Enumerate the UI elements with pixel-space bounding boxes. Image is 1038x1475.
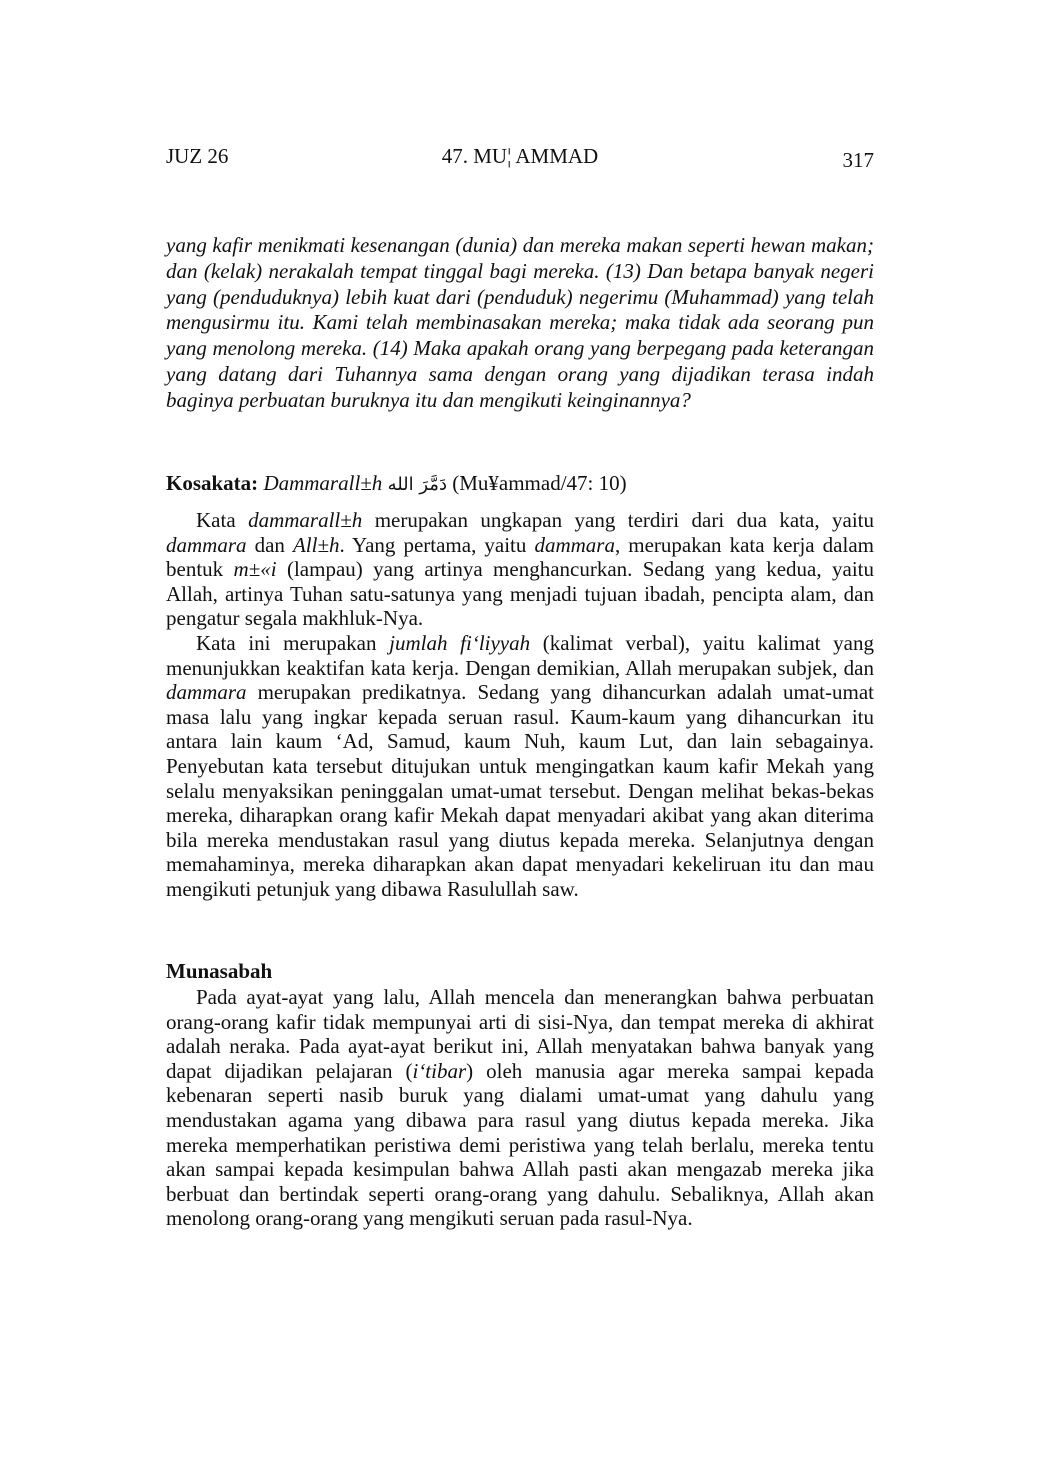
verse-translation: yang kafir menikmati kesenangan (dunia) dan mereka makan seperti hewan makan; dan (kelak) nerakalah tempat tinggal bagi mereka. (13) Dan betapa banyak negeri yang (penduduknya) lebih kuat dari (penduduk) negerimu (Muhammad) yang telah mengusirmu itu. Kami telah membinasakan mereka; maka tidak ada seorang pun yang menolong mereka. (14) Maka apakah orang yang berpegang pada keterangan yang datang dari Tuhannya sama dengan orang yang dijadikan terasa indah baginya perbuatan buruknya itu dan mengikuti keinginannya? xyxy=(166,233,874,412)
page-header xyxy=(166,144,874,174)
surah-title: 47. MU¦ AMMAD xyxy=(441,144,599,168)
text-run: (lampau) yang artinya menghancurkan. Sedang yang kedua, yaitu Allah, artinya Tuhan satu-satunya yang menjadi tujuan ibadah, pencipta alam, dan pengatur segala makhluk-Nya. xyxy=(166,557,874,631)
munasabah-body xyxy=(166,985,874,1231)
italic-term: All±h xyxy=(292,532,340,557)
kosakata-paragraph xyxy=(166,631,874,902)
text-run: Pada ayat-ayat yang lalu, Allah mencela dan menerangkan bahwa perbuatan orang-orang kafir tidak mempunyai arti di sisi-Nya, dan tempat mereka di akhirat adalah neraka. Pada ayat-ayat berikut ini, Allah menyatakan bahwa banyak yang dapat dijadikan pelajaran ( xyxy=(166,985,874,1083)
italic-term: jumlah fi‘liyyah xyxy=(389,630,531,655)
kosakata-arabic: دَمَّرَ الله xyxy=(387,474,447,495)
text-run: Kata ini merupakan xyxy=(196,630,390,655)
page-number: 317 xyxy=(842,148,874,172)
italic-term: dammara xyxy=(166,532,247,557)
kosakata-term: Dammarall±h xyxy=(263,471,383,495)
kosakata-label: Kosakata: xyxy=(166,471,259,495)
text-run: dan xyxy=(246,532,293,557)
kosakata-body xyxy=(166,508,874,902)
munasabah-paragraph xyxy=(166,985,874,1231)
kosakata-heading xyxy=(166,470,874,498)
kosakata-paragraph xyxy=(166,508,874,631)
juz-label: JUZ 26 xyxy=(166,144,229,168)
munasabah-heading: Munasabah xyxy=(166,959,273,983)
italic-term: dammara xyxy=(166,680,247,705)
text-run: merupakan predikatnya. Sedang yang dihancurkan adalah umat-umat masa lalu yang ingkar kepada seruan rasul. Kaum-kaum yang dihancurkan itu antara lain kaum ‘Ad, Samud, kaum Nuh, kaum Lut, dan lain sebagainya. Penyebutan kata tersebut ditujukan untuk mengingatkan kaum kafir Mekah yang selalu menyaksikan peninggalan umat-umat tersebut. Dengan melihat bekas-bekas mereka, diharapkan orang kafir Mekah dapat menyadari akibat yang akan diterima bila mereka mendustakan rasul yang diutus kepada mereka. Selanjutnya dengan memahaminya, mereka diharapkan akan dapat menyadari kekeliruan itu dan mau mengikuti petunjuk yang dibawa Rasulullah saw. xyxy=(166,680,874,901)
italic-term: dammara xyxy=(534,532,615,557)
text-run: . Yang pertama, yaitu xyxy=(339,532,535,557)
text-run: , merupakan kata kerja dalam bentuk xyxy=(166,532,874,582)
text-run: merupakan ungkapan yang terdiri dari dua kata, yaitu xyxy=(362,508,874,532)
text-run: ) oleh manusia agar mereka sampai kepada kebenaran seperti nasib buruk yang dialami umat-umat yang dahulu yang mendustakan agama yang dibawa para rasul yang diutus kepada mereka. Jika mereka memperhatikan peristiwa demi peristiwa yang telah berlalu, mereka tentu akan sampai kepada kesimpulan bahwa Allah pasti akan mengazab mereka jika berbuat dan bertindak seperti orang-orang yang dahulu. Sebaliknya, Allah akan menolong orang-orang yang mengikuti seruan pada rasul-Nya. xyxy=(166,1058,874,1231)
text-run: Kata xyxy=(196,508,249,532)
italic-term: m±«i xyxy=(233,557,277,582)
italic-term: dammarall±h xyxy=(248,508,363,532)
kosakata-reference: (Mu¥ammad/47: 10) xyxy=(452,471,627,495)
italic-term: i‘tibar xyxy=(412,1058,467,1083)
text-run: (kalimat verbal), yaitu kalimat yang menunjukkan keaktifan kata kerja. Dengan demikian, Allah merupakan subjek, dan xyxy=(166,630,874,680)
